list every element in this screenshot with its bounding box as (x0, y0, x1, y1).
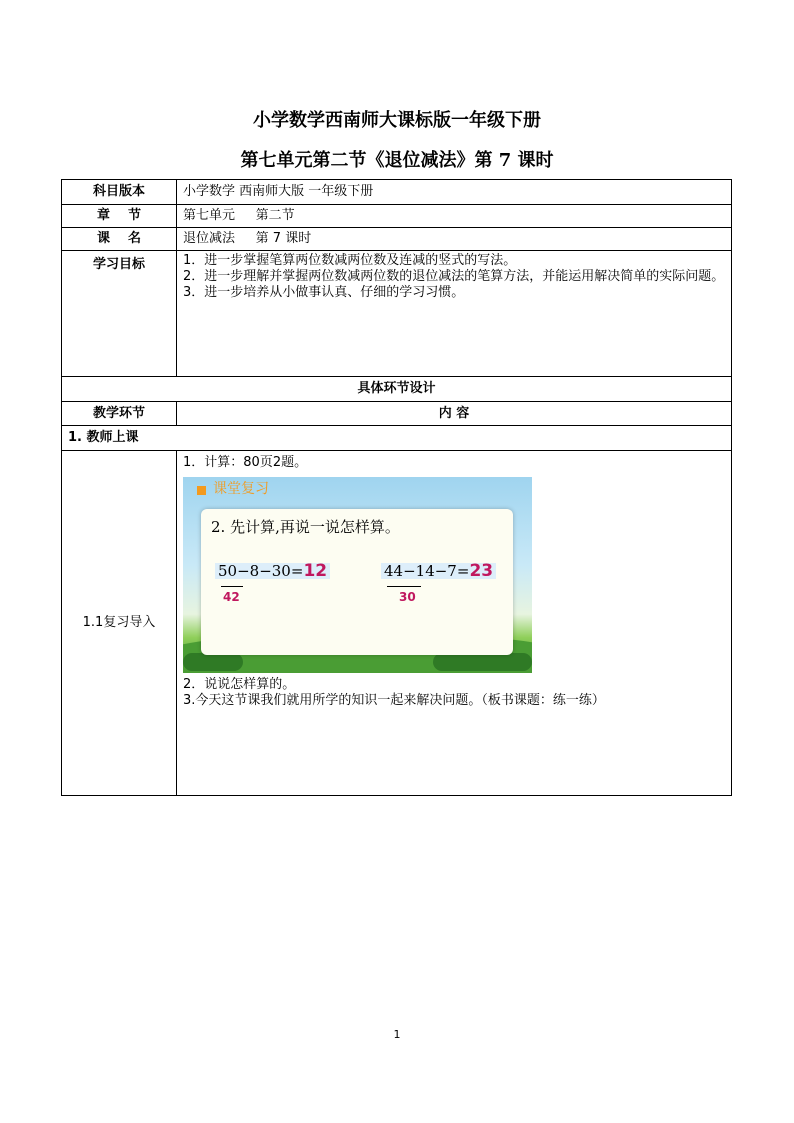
page-number: 1 (393, 1028, 401, 1041)
content-line: 1．计算：80页2题。 (183, 455, 308, 470)
table-row (62, 402, 732, 426)
slide-prompt: 2. 先计算,再说一说怎样算。 (211, 518, 400, 536)
content-line: 3.今天这节课我们就用所学的知识一起来解决问题。（板书课题：练一练） (183, 693, 605, 708)
goal-item: 2．进一步理解并掌握两位数减两位数的退位减法的笔算方法，并能运用解决简单的实际问题。 (183, 269, 725, 284)
row-value-lesson: 退位减法 第 7 课时 (177, 228, 732, 251)
section-title: 1. 教师上课 (62, 426, 732, 451)
intermediate-1: 42 (223, 590, 240, 604)
col-content-header: 内 容 (177, 402, 732, 426)
equation-1: 50−8−30=12 (215, 563, 330, 579)
goal-item: 1．进一步掌握笔算两位数减两位数及连减的竖式的写法。 (183, 253, 517, 268)
document-subtitle: 第七单元第二节《退位减法》第 7 课时 (240, 150, 554, 171)
design-header: 具体环节设计 (62, 377, 732, 402)
step-label: 1.1复习导入 (62, 451, 177, 796)
intermediate-2: 30 (399, 590, 416, 604)
review-slide-image (183, 477, 532, 673)
table-row (62, 451, 732, 796)
slide-bush (433, 653, 532, 671)
content-cell (177, 451, 732, 796)
row-value-chapter: 第七单元 第二节 (177, 205, 732, 228)
square-icon (197, 486, 206, 495)
row-label-subject: 科目版本 (62, 180, 177, 205)
underline-1 (221, 586, 243, 587)
slide-bush (183, 653, 243, 671)
document-title: 小学数学西南师大课标版一年级下册 (253, 110, 541, 131)
underline-2 (387, 586, 421, 587)
col-step-header: 教学环节 (62, 402, 177, 426)
row-label-lesson: 课 名 (62, 228, 177, 251)
table-row (62, 205, 732, 228)
answer-1: 12 (303, 561, 328, 581)
goals-cell (177, 251, 732, 377)
table-row (62, 180, 732, 205)
table-row (62, 228, 732, 251)
equation-2: 44−14−7=23 (381, 563, 496, 579)
table-row (62, 251, 732, 377)
row-label-chapter: 章 节 (62, 205, 177, 228)
table-row (62, 377, 732, 402)
answer-2: 23 (469, 561, 494, 581)
slide-card (201, 509, 513, 655)
table-row (62, 426, 732, 451)
row-value-subject: 小学数学 西南师大版 一年级下册 (177, 180, 732, 205)
lesson-table (61, 179, 732, 796)
goals-label: 学习目标 (62, 251, 177, 377)
content-line: 2．说说怎样算的。 (183, 677, 296, 692)
goal-item: 3．进一步培养从小做事认真、仔细的学习习惯。 (183, 285, 465, 300)
slide-header: 课堂复习 (213, 481, 269, 497)
